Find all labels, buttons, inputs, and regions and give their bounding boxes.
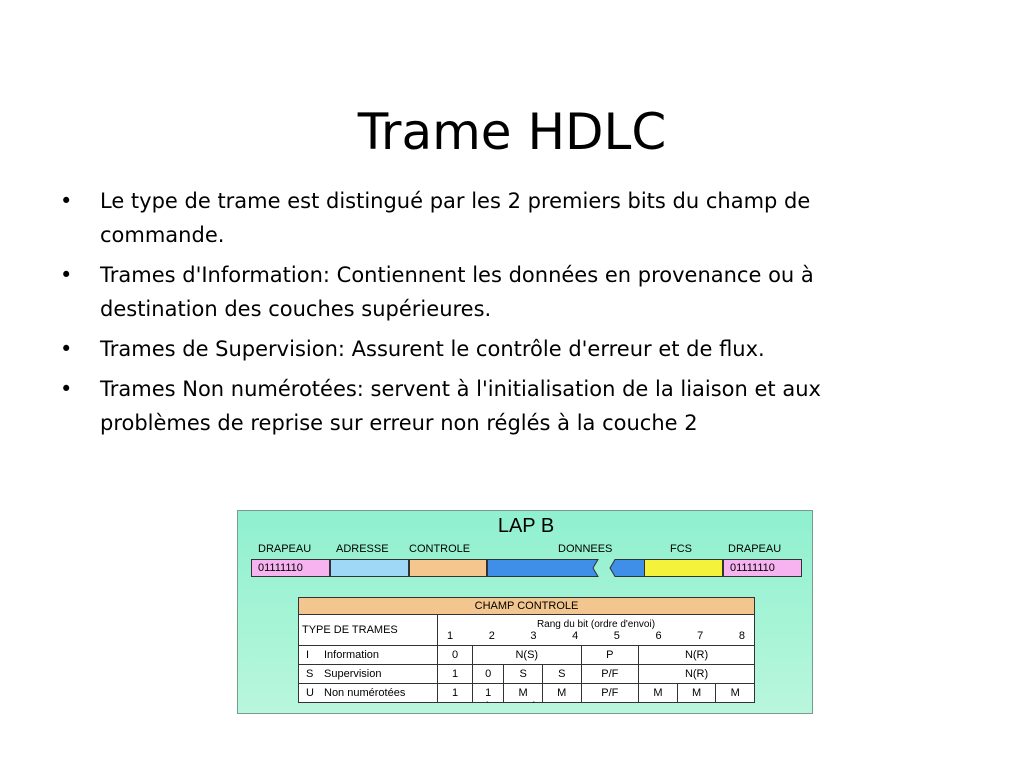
bit-cell: M [542, 684, 581, 703]
bullet-icon: • [60, 263, 73, 287]
bit-cell: P/F [581, 684, 639, 703]
bit-cell: M [504, 684, 543, 703]
bit-number: 4 [572, 629, 579, 642]
bit-cell: M [639, 684, 678, 703]
field-address [330, 559, 409, 577]
bit-number: 1 [447, 629, 454, 642]
bit-cell: 1 [473, 684, 504, 703]
bit-cell: N(R) [639, 646, 755, 665]
type-code: I [306, 649, 310, 661]
bit-number: 7 [697, 629, 704, 642]
diagram-title: LAP B [497, 515, 555, 537]
field-flag-left: 01111110 [251, 559, 330, 577]
rang-label: Rang du bit (ordre d'envoi) [536, 618, 656, 630]
slide-title: Trame HDLC [357, 102, 667, 161]
table-row [299, 684, 755, 703]
header-control: CONTROLE [409, 543, 471, 555]
bit-cell: M [677, 684, 716, 703]
table-header: CHAMP CONTROLE [299, 598, 755, 615]
bit-rank-cell [438, 615, 755, 646]
bullet-item [60, 332, 910, 366]
control-field-table [298, 597, 755, 703]
table-row [299, 665, 755, 684]
type-code: S [306, 668, 314, 680]
header-address: ADRESSE [336, 543, 389, 555]
bullet-text: Trames d'Information: Contiennent les données en provenance ou à destination des couches supérieures. [100, 263, 814, 321]
type-name: Supervision [324, 668, 382, 680]
header-flag-left: DRAPEAU [258, 543, 312, 555]
field-control [409, 559, 487, 577]
bit-cell: 1 [438, 684, 473, 703]
bit-cell: S [504, 665, 543, 684]
type-cell [299, 684, 438, 703]
field-flag-right: 01111110 [723, 559, 802, 577]
lapb-frame-diagram [237, 510, 813, 714]
field-fcs [644, 559, 723, 577]
bullet-icon: • [60, 337, 73, 361]
data-segment-right [610, 560, 645, 577]
bit-number: 5 [613, 629, 620, 642]
type-label: TYPE DE TRAMES [299, 615, 438, 646]
bullet-list [60, 184, 910, 446]
type-name: Information [324, 649, 380, 661]
bullet-text: Trames de Supervision: Assurent le contrôle d'erreur et de flux. [100, 337, 765, 361]
header-data: DONNEES [558, 543, 613, 555]
bit-cell: 0 [473, 665, 504, 684]
bullet-text: Le type de trame est distingué par les 2 premiers bits du champ de commande. [100, 189, 811, 247]
bit-cell: N(S) [473, 646, 582, 665]
bit-cell: P/F [581, 665, 639, 684]
type-cell [299, 665, 438, 684]
header-flag-right: DRAPEAU [728, 543, 782, 555]
bit-number: 8 [738, 629, 745, 642]
bullet-text: Trames Non numérotées: servent à l'initialisation de la liaison et aux problèmes de reprise sur erreur non réglés à la couche 2 [100, 377, 821, 435]
bit-number: 2 [488, 629, 495, 642]
bit-cell: 1 [438, 665, 473, 684]
bullet-icon: • [60, 189, 73, 213]
bit-cell: M [716, 684, 755, 703]
bit-number: 6 [655, 629, 662, 642]
bullet-item [60, 258, 910, 326]
type-name: Non numérotées [324, 687, 406, 699]
bit-number: 3 [530, 629, 537, 642]
type-cell [299, 646, 438, 665]
bullet-item [60, 184, 910, 252]
bullet-item [60, 372, 910, 440]
bit-cell: P [581, 646, 639, 665]
bottom-marks: ` ´ [486, 701, 556, 712]
data-segment-left [488, 560, 599, 577]
field-data [487, 559, 647, 577]
header-fcs: FCS [670, 543, 692, 555]
bullet-icon: • [60, 377, 73, 401]
bit-cell: 0 [438, 646, 473, 665]
table-row [299, 646, 755, 665]
type-code: U [306, 687, 314, 699]
bit-cell: N(R) [639, 665, 755, 684]
bit-numbers [441, 630, 751, 642]
bit-cell: S [542, 665, 581, 684]
